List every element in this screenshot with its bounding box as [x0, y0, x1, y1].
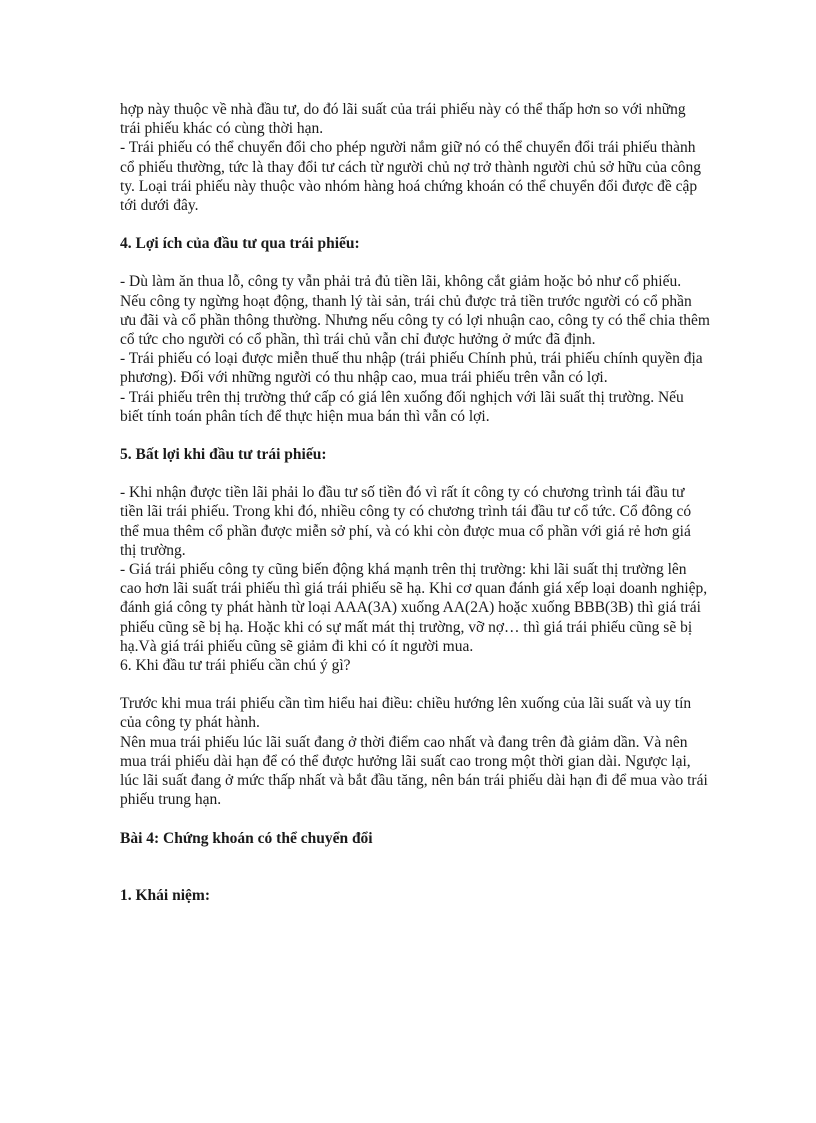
paragraph: - Dù làm ăn thua lỗ, công ty vẫn phải trả đủ tiền lãi, không cắt giảm hoặc bỏ như cổ phiếu. Nếu công ty ngừng hoạt động, thanh lý tài sản, trái chủ được trả tiền trước người có cổ phần ưu đãi và cổ phần thông thường. Nhưng nếu công ty có lợi nhuận cao, công ty có thể chia thêm cổ tức cho người có cổ phần, thì trái chủ vẫn chỉ được hưởng ở mức đã định. [120, 273, 710, 349]
document-page [120, 100, 710, 905]
paragraph: - Trái phiếu có loại được miễn thuế thu nhập (trái phiếu Chính phủ, trái phiếu chính quyền địa phương). Đối với những người có thu nhập cao, mua trái phiếu trên vẫn có lợi. [120, 350, 703, 387]
paragraph: - Trái phiếu có thể chuyển đổi cho phép người nắm giữ nó có thể chuyển đổi trái phiếu thành cổ phiếu thường, tức là thay đổi tư cách từ người chủ nợ trở thành người chủ sở hữu của công ty. Loại trái phiếu này thuộc vào nhóm hàng hoá chứng khoán có thể chuyển đổi được đề cập tới dưới đây. [120, 139, 702, 215]
paragraph: - Giá trái phiếu công ty cũng biến động khá mạnh trên thị trường: khi lãi suất thị trường lên cao hơn lãi suất trái phiếu thì giá trái phiếu sẽ hạ. Khi cơ quan đánh giá xếp loại doanh nghiệp, đánh giá công ty phát hành từ loại AAA(3A) xuống AA(2A) hoặc xuống BBB(3B) thì giá trái phiếu cũng sẽ bị hạ. Hoặc khi có sự mất mát thị trường, vỡ nợ… thì giá trái phiếu cũng sẽ bị hạ.Và giá trái phiếu cũng sẽ giảm đi khi có ít người mua. [120, 561, 708, 655]
intro-block [120, 100, 710, 215]
paragraph: Nên mua trái phiếu lúc lãi suất đang ở thời điểm cao nhất và đang trên đà giảm dần. Và nên mua trái phiếu dài hạn để có thể được hưởng lãi suất cao trong một thời gian dài. Ngược lại, lúc lãi suất đang ở mức thấp nhất và bắt đầu tăng, nên bán trái phiếu dài hạn đi để mua vào trái phiếu trung hạn. [120, 733, 708, 809]
paragraph: - Trái phiếu trên thị trường thứ cấp có giá lên xuống đối nghịch với lãi suất thị trường. Nếu biết tính toán phân tích để thực hiện mua bán thì vẫn có lợi. [120, 388, 684, 425]
paragraph: - Khi nhận được tiền lãi phải lo đầu tư số tiền đó vì rất ít công ty có chương trình tái đầu tư tiền lãi trái phiếu. Trong khi đó, nhiều công ty có chương trình tái đầu tư cổ tức. Cổ đông có thể mua thêm cổ phần được miễn sở phí, và có khi còn được mua cổ phần với giá rẻ hơn giá thị trường. [120, 484, 692, 559]
attention-block [120, 694, 710, 809]
section-heading-benefits: 4. Lợi ích của đầu tư qua trái phiếu: [120, 235, 360, 253]
benefits-block [120, 272, 710, 426]
paragraph: Trước khi mua trái phiếu cần tìm hiểu hai điều: chiều hướng lên xuống của lãi suất và uy tín của công ty phát hành. [120, 695, 692, 732]
paragraph: hợp này thuộc về nhà đầu tư, do đó lãi suất của trái phiếu này có thể thấp hơn so với những trái phiếu khác có cùng thời hạn. [120, 101, 686, 138]
lesson-heading: Bài 4: Chứng khoán có thể chuyển đổi [120, 829, 373, 847]
disadvantages-block [120, 483, 710, 675]
concept-subheading: 1. Khái niệm: [120, 886, 210, 904]
section-heading-disadvantages: 5. Bất lợi khi đầu tư trái phiếu: [120, 446, 327, 464]
paragraph: 6. Khi đầu tư trái phiếu cần chú ý gì? [120, 657, 351, 675]
